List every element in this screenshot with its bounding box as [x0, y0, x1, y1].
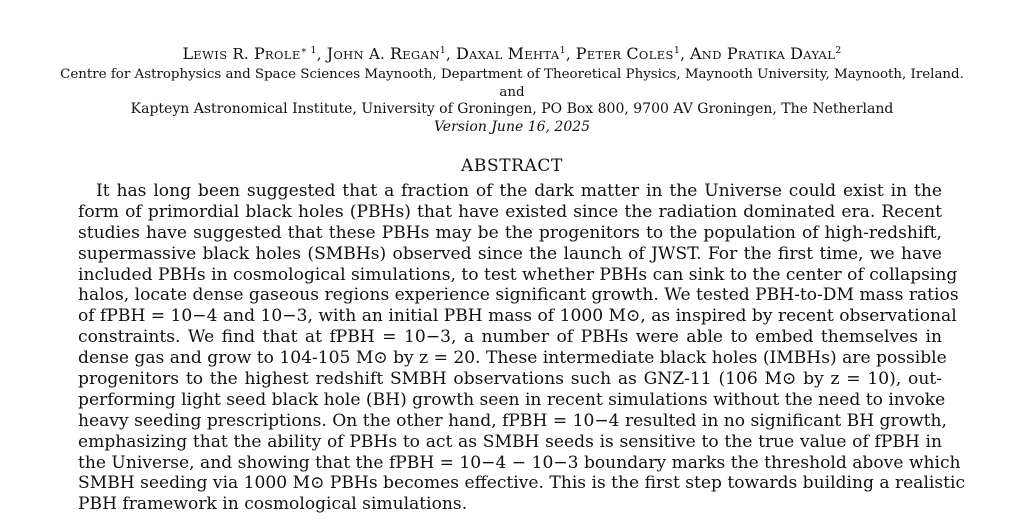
version-date: Version June 16, 2025 — [433, 119, 591, 135]
abstract-line: PBH framework in cosmological simulations. — [78, 494, 468, 515]
abstract-line: constraints. We find that at fPBH = 10−3, a number of PBHs were able to embed themselves in — [78, 327, 942, 348]
abstract-line: performing light seed black hole (BH) growth seen in recent simulations without the need to invoke — [78, 389, 946, 410]
abstract-line: emphasizing that the ability of PBHs to act as SMBH seeds is sensitive to the true value of fPBH in — [78, 431, 942, 452]
author-1-affiliation-mark: ∗ 1 — [300, 45, 317, 56]
author-3: DAXAL MEHTA$^1$ — [455, 44, 566, 63]
affiliation-2: Kapteyn Astronomical Institute, University of Groningen, PO Box 800, 9700 AV Groningen, The Netherland — [130, 101, 894, 117]
abstract-line: dense gas and grow to 104-105 M⊙ by z = 20. These intermediate black holes (IMBHs) are possible — [78, 348, 947, 369]
author-2: JOHN A. REGAN$^1$ — [326, 44, 447, 63]
abstract-line: halos, locate dense gaseous regions experience significant growth. We tested PBH-to-DM mass ratios — [78, 285, 959, 306]
abstract-line: studies have suggested that these PBHs may be the progenitors to the population of high-redshift, — [78, 222, 942, 243]
author-and: AND — [690, 44, 722, 63]
affiliation-1: Centre for Astrophysics and Space Sciences Maynooth, Department of Theoretical Physics, Maynooth University, Maynooth, Ireland. — [60, 67, 964, 82]
abstract-line: supermassive black holes (SMBHs) observed since the launch of JWST. For the first time, we have — [78, 243, 942, 264]
abstract-body — [78, 181, 966, 515]
abstract-line: SMBH seeding via 1000 M⊙ PBHs becomes effective. This is the first step towards building a realistic — [78, 473, 966, 494]
author-4: PETER COLES$^1$ — [575, 44, 681, 63]
abstract-line: form of primordial black holes (PBHs) that have existed since the radiation dominated era. Recent — [78, 201, 942, 222]
author-1: LEWIS R. $PROLE^{∗ 1}$ — [182, 44, 317, 63]
abstract-line: of fPBH = 10−4 and 10−3, with an initial PBH mass of 1000 M⊙, as inspired by recent observational — [78, 306, 957, 327]
author-5: PRATIKA DAYAL$^2$ — [726, 44, 842, 63]
abstract-line: It has long been suggested that a fraction of the dark matter in the Universe could exist in the — [96, 181, 942, 201]
abstract-line: included PBHs in cosmological simulations, to test whether PBHs can sink to the center of collapsing — [78, 264, 958, 285]
abstract-line: heavy seeding prescriptions. On the other hand, fPBH = 10−4 resulted in no significant BH growth, — [78, 410, 947, 431]
affiliation-and: and — [499, 85, 525, 100]
author-list: LEWIS R. $PROLE^{∗ 1}$, JOHN A. REGAN$^1$, DAXAL MEHTA$^1$, PETER COLES$^1$, AND PRATIKA DAYAL$^2$ — [182, 44, 842, 63]
abstract-heading: ABSTRACT — [461, 156, 563, 176]
abstract-line: progenitors to the highest redshift SMBH observations such as GNZ-11 (106 M⊙ by z = 10), out- — [78, 369, 942, 390]
abstract-line: the Universe, and showing that the fPBH = 10−4 − 10−3 boundary marks the threshold above which — [78, 452, 961, 473]
